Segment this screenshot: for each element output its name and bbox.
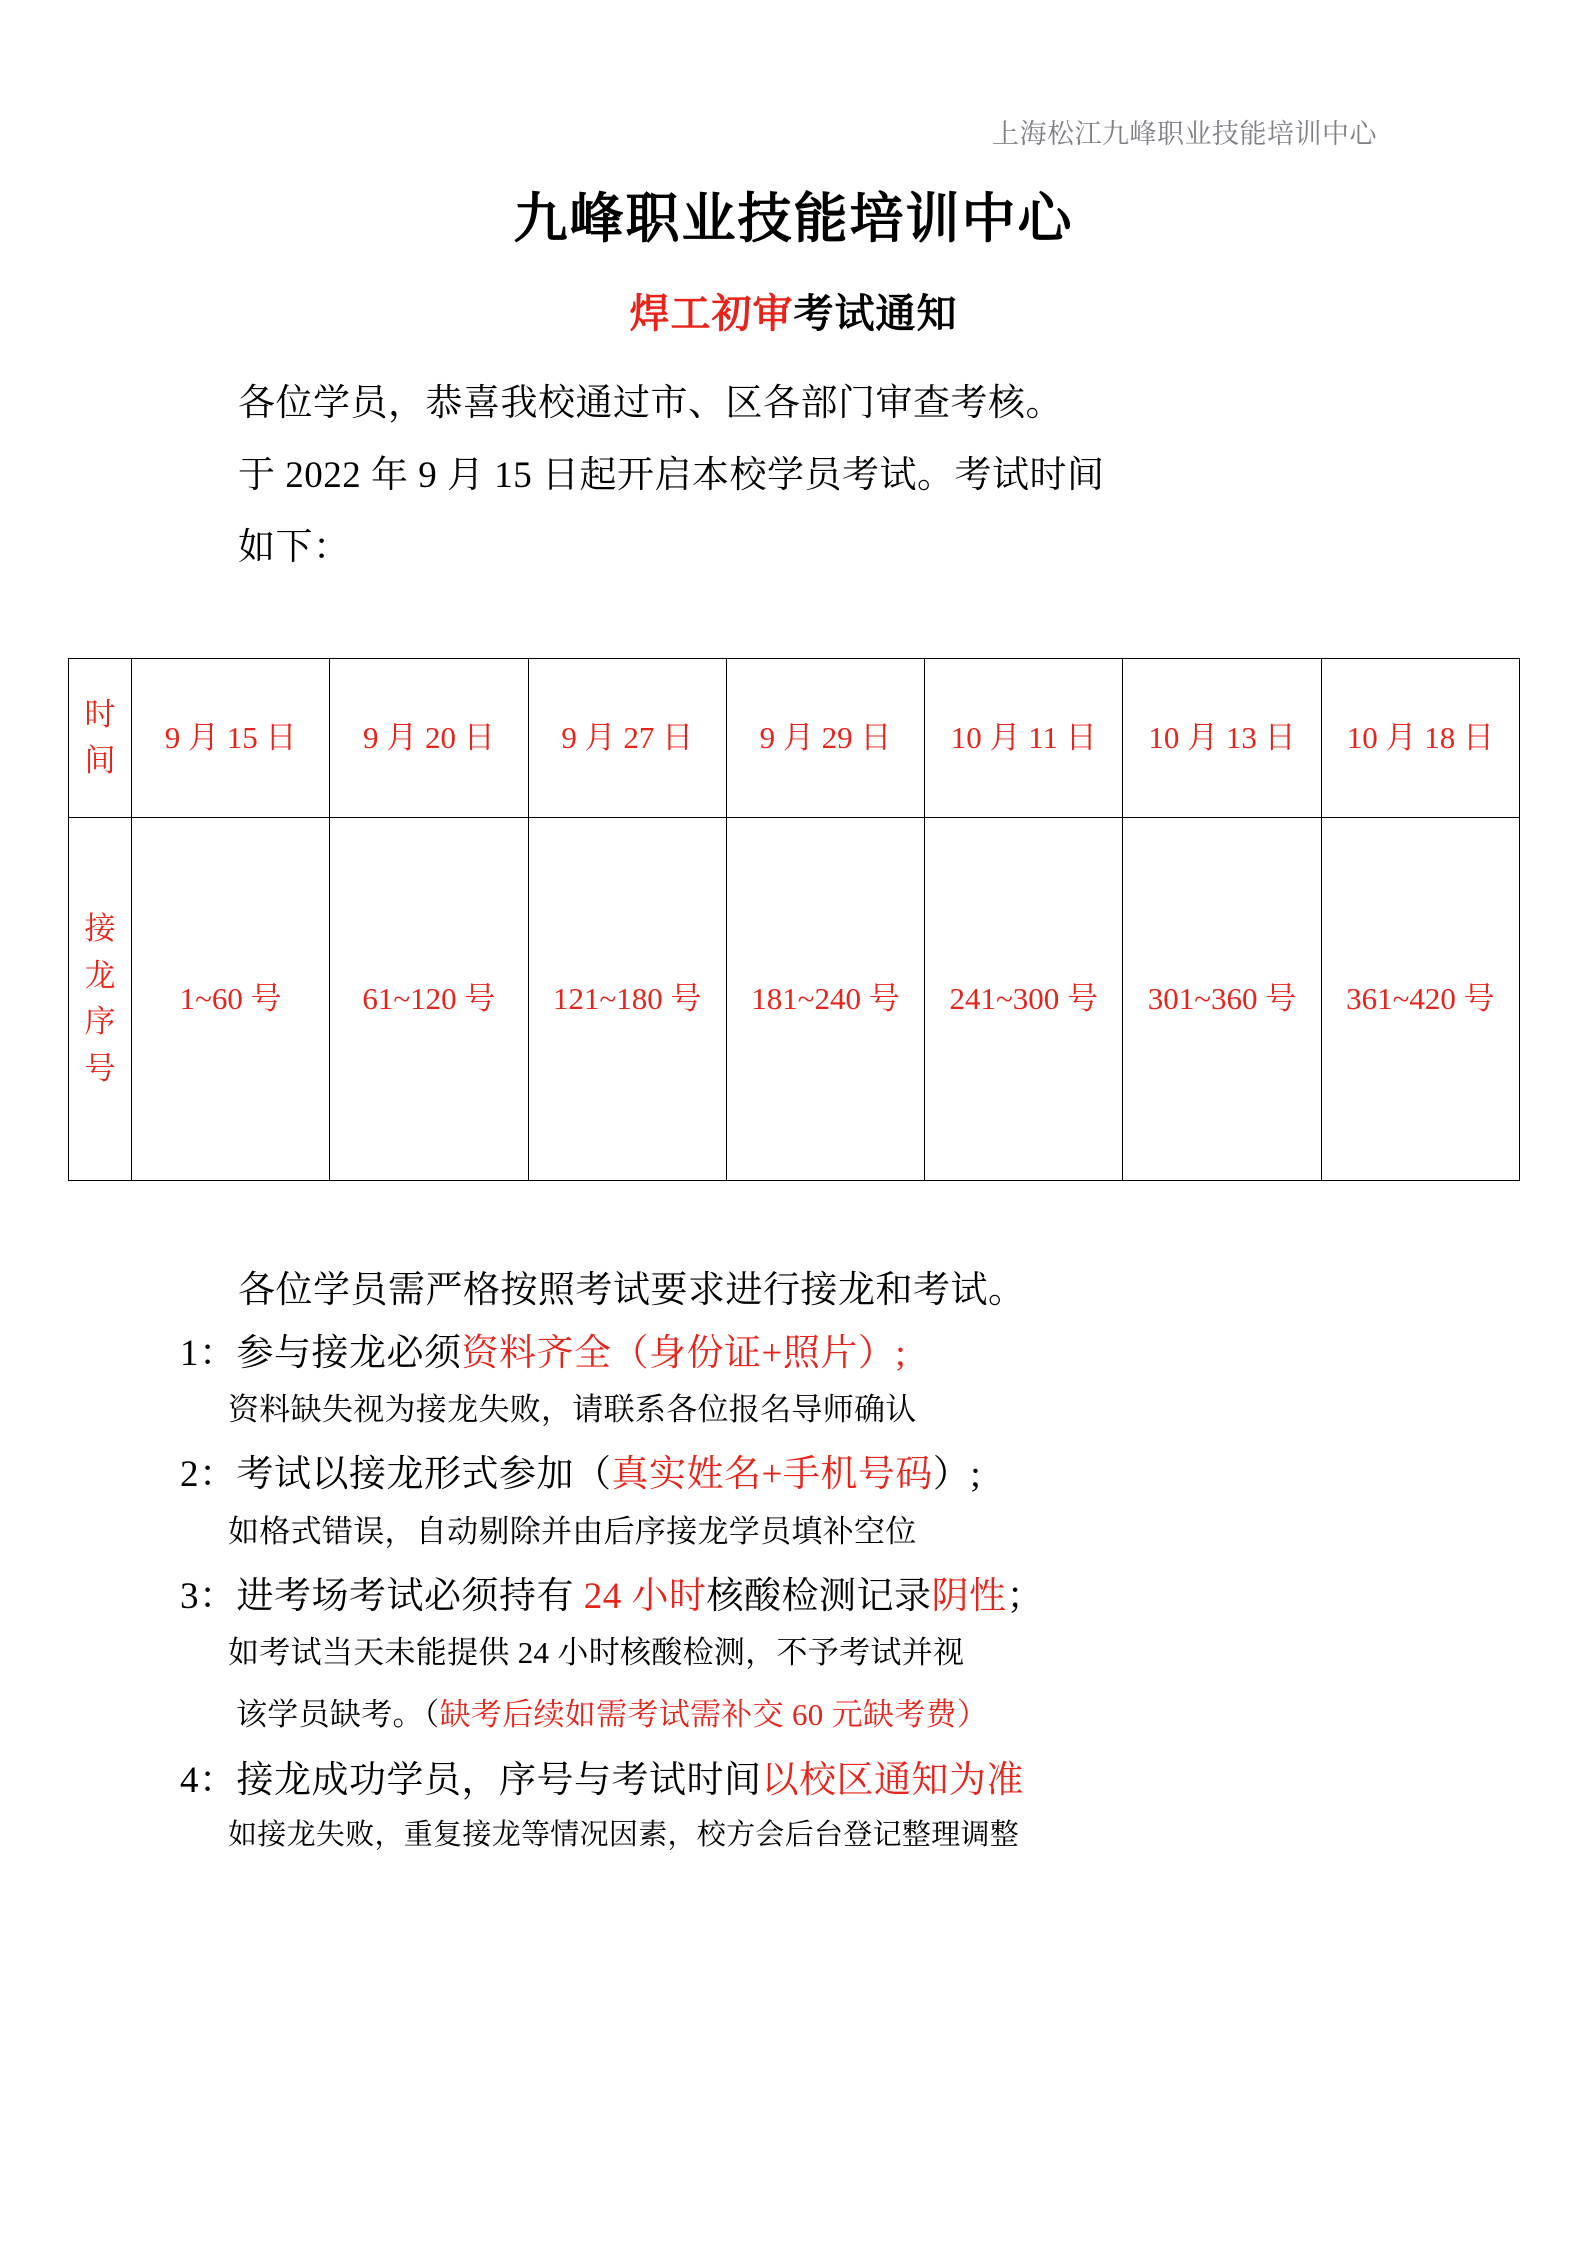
row-label-char: 龙 (84, 957, 116, 993)
date-cell-3: 9 月 27 日 (528, 659, 726, 818)
sequence-value: 301~360 号 (1147, 980, 1297, 1016)
row-label-char: 接 (84, 911, 116, 946)
note-text-black: 核酸检测记录 (706, 1575, 932, 1617)
intro-paragraph (238, 368, 1418, 584)
note-item-1 (180, 1331, 1440, 1430)
date-cell-2: 9 月 20 日 (330, 659, 528, 818)
note-text-black: ）; (932, 1454, 982, 1496)
sequence-value: 61~120 号 (362, 980, 496, 1016)
note-text-black: 接龙成功学员，序号与考试时间 (236, 1759, 762, 1801)
sequence-cell-5 (925, 818, 1123, 1181)
note-number: 2： (180, 1454, 237, 1496)
sequence-value: 181~240 号 (751, 980, 900, 1016)
date-cell-6: 10 月 13 日 (1123, 659, 1321, 818)
sequence-value: 121~180 号 (552, 980, 702, 1016)
note-text-red: 资料齐全（身份证+照片）; (461, 1333, 907, 1374)
row-label-char: 间 (84, 743, 116, 778)
note-item-4-main (180, 1758, 1440, 1803)
page-title: 九峰职业技能培训中心 (513, 189, 1074, 249)
sequence-value: 241~300 号 (949, 980, 1099, 1016)
note-text-black: ） (956, 1697, 989, 1733)
note-item-3-main (180, 1574, 1440, 1619)
date-cell-4: 9 月 29 日 (726, 659, 924, 818)
note-text-red: 阴性 (931, 1575, 1007, 1617)
row-label-time (69, 659, 132, 818)
sequence-cell-7 (1321, 818, 1519, 1181)
sequence-value: 1~60 号 (179, 980, 282, 1016)
row-label-char: 序 (84, 1004, 116, 1039)
note-item-3-sub-1: 如考试当天未能提供 24 小时核酸检测，不予考试并视 (228, 1634, 965, 1670)
note-text-black: 考试以接龙形式参加（ (236, 1454, 612, 1496)
note-item-4-sub: 如接龙失败，重复接龙等情况因素，校方会后台登记整理调整 (228, 1818, 1020, 1851)
note-text-red: 缺考后续如需考试需补交 60 元缺考费 (439, 1697, 957, 1733)
sequence-cell-6 (1123, 818, 1321, 1181)
subtitle-highlight: 焊工初审 (629, 291, 794, 336)
note-item-2-sub: 如格式错误，自动剔除并由后序接龙学员填补空位 (228, 1513, 917, 1549)
note-text-red: 24 小时 (583, 1575, 707, 1617)
row-label-char: 时 (84, 696, 116, 732)
table-row (69, 818, 1520, 1181)
note-text-black: 进考场考试必须持有 (236, 1575, 584, 1617)
exam-schedule-table (68, 658, 1520, 1181)
note-text-black: ； (1006, 1575, 1044, 1617)
note-text-red: 以校区通知为准 (761, 1759, 1024, 1801)
notes-lead: 各位学员需严格按照考试要求进行接龙和考试。 (238, 1270, 1026, 1311)
notes-section (180, 1272, 1440, 1876)
row-label-char: 号 (84, 1050, 116, 1086)
sequence-value: 361~420 号 (1346, 980, 1495, 1016)
page-subtitle (0, 288, 1587, 340)
note-number: 3： (180, 1575, 237, 1617)
intro-line-1: 各位学员，恭喜我校通过市、区各部门审查考核。 (238, 383, 1063, 424)
note-item-1-main (180, 1331, 1440, 1376)
subtitle-rest: 考试通知 (793, 291, 958, 336)
date-cell-5: 10 月 11 日 (925, 659, 1123, 818)
sequence-cell-1 (132, 818, 330, 1181)
note-item-4 (180, 1758, 1440, 1855)
note-item-3 (180, 1574, 1440, 1736)
note-item-2 (180, 1452, 1440, 1551)
note-text-black: 参与接龙必须 (236, 1333, 462, 1374)
note-text-red: 真实姓名+手机号码 (611, 1454, 933, 1496)
sequence-cell-3 (528, 818, 726, 1181)
intro-line-2: 于 2022 年 9 月 15 日起开启本校学员考试。考试时间 (238, 455, 1105, 496)
running-header: 上海松江九峰职业技能培训中心 (992, 119, 1377, 149)
date-cell-7: 10 月 18 日 (1321, 659, 1519, 818)
note-item-3-sub-2 (236, 1695, 1440, 1735)
intro-line-3: 如下： (238, 527, 351, 568)
date-cell-1: 9 月 15 日 (132, 659, 330, 818)
note-item-1-sub: 资料缺失视为接龙失败，请联系各位报名导师确认 (228, 1392, 917, 1428)
note-number: 1： (180, 1333, 237, 1374)
note-number: 4： (180, 1759, 237, 1801)
note-text-black: 该学员缺考。（ (236, 1697, 440, 1733)
note-item-2-main (180, 1452, 1440, 1497)
sequence-cell-4 (726, 818, 924, 1181)
sequence-cell-2 (330, 818, 528, 1181)
row-label-sequence (69, 818, 132, 1181)
table-row (69, 659, 1520, 818)
